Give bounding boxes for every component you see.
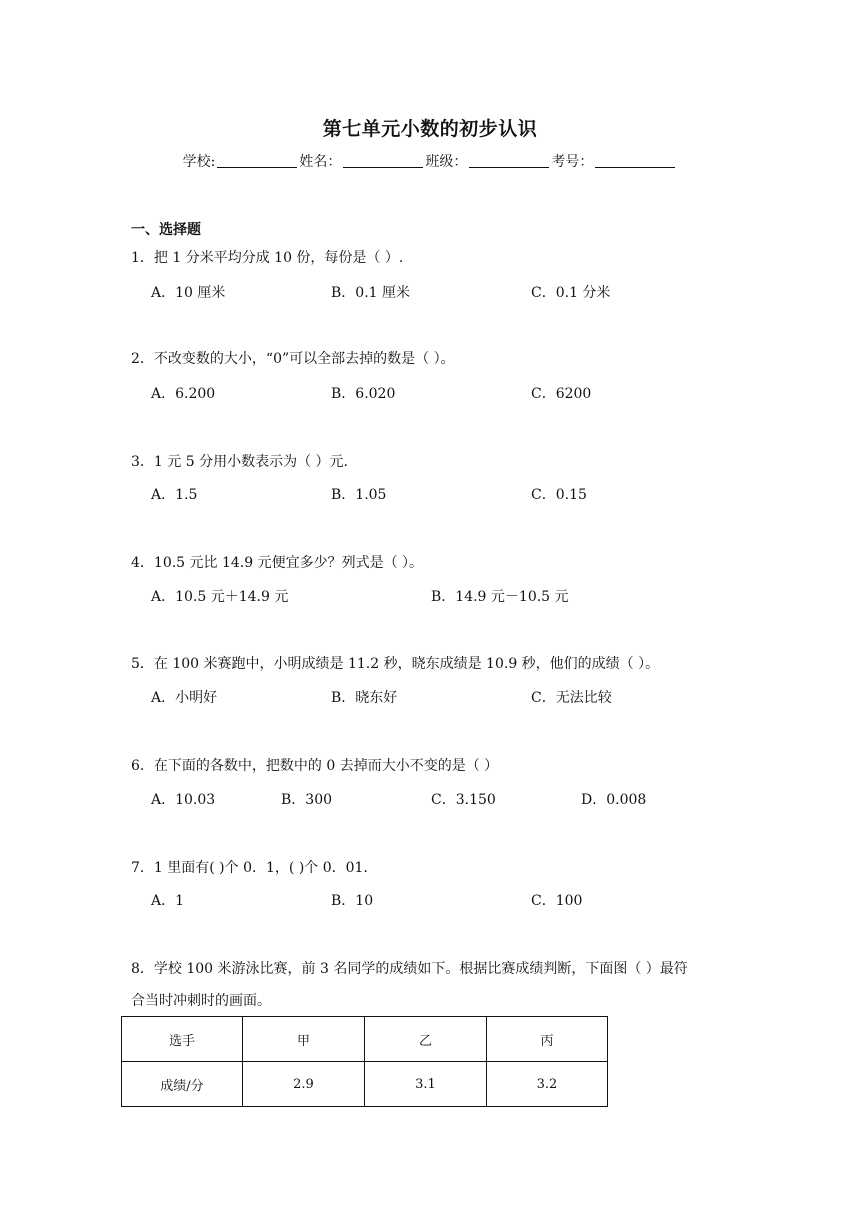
school-blank xyxy=(217,153,297,168)
q4-option-b: B．14.9 元－10.5 元 xyxy=(431,589,569,605)
q7-option-a: A．1 xyxy=(151,893,185,909)
exam-no-label: 考号： xyxy=(551,154,594,170)
page-title: 第七单元小数的初步认识 xyxy=(322,118,538,140)
q1-option-b: B．0.1 厘米 xyxy=(331,285,411,301)
name-blank xyxy=(343,153,423,168)
q3-option-c: C．0.15 xyxy=(531,487,587,503)
question-5: 5．在 100 米赛跑中，小明成绩是 11.2 秒，晓东成绩是 10.9 秒，他们的成绩（ ）。 xyxy=(131,656,660,672)
table-header-cell: 乙 xyxy=(365,1017,487,1062)
class-label: 班级： xyxy=(425,154,468,170)
student-info-line xyxy=(0,151,860,171)
q4-option-a: A．10.5 元＋14.9 元 xyxy=(151,589,289,605)
table-header-cell: 选手 xyxy=(122,1017,243,1062)
table-header-row xyxy=(122,1017,608,1062)
section-heading: 一、选择题 xyxy=(131,222,201,238)
table-header-cell: 丙 xyxy=(487,1017,608,1062)
question-3: 3．1 元 5 分用小数表示为（ ）元. xyxy=(131,454,348,470)
q6-option-b: B．300 xyxy=(281,792,333,808)
q5-option-b: B．晓东好 xyxy=(331,690,398,706)
q3-option-b: B．1.05 xyxy=(331,487,387,503)
name-label: 姓名： xyxy=(299,154,342,170)
table-cell: 3.2 xyxy=(487,1062,608,1107)
q6-option-c: C．3.150 xyxy=(431,792,496,808)
table-row xyxy=(122,1062,608,1107)
q2-option-c: C．6200 xyxy=(531,386,592,402)
q1-option-a: A．10 厘米 xyxy=(151,285,226,301)
question-8-continued: 合当时冲刺时的画面。 xyxy=(131,993,271,1009)
q7-option-b: B．10 xyxy=(331,893,374,909)
q6-option-a: A．10.03 xyxy=(151,792,216,808)
q3-option-a: A．1.5 xyxy=(151,487,198,503)
school-label: 学校: xyxy=(182,154,216,170)
q5-option-a: A．小明好 xyxy=(151,690,218,706)
q2-option-b: B．6.020 xyxy=(331,386,396,402)
table-header-cell: 甲 xyxy=(243,1017,365,1062)
q7-option-c: C．100 xyxy=(531,893,583,909)
q2-option-a: A．6.200 xyxy=(151,386,216,402)
table-cell: 成绩/分 xyxy=(122,1062,243,1107)
question-6: 6．在下面的各数中，把数中的 0 去掉而大小不变的是（ ） xyxy=(131,758,499,774)
question-7: 7．1 里面有( )个 0．1，( )个 0．01． xyxy=(131,860,378,876)
table-cell: 2.9 xyxy=(243,1062,365,1107)
question-4: 4．10.5 元比 14.9 元便宜多少？列式是（ ）。 xyxy=(131,555,424,571)
q1-option-c: C．0.1 分米 xyxy=(531,285,611,301)
table-cell: 3.1 xyxy=(365,1062,487,1107)
question-2: 2．不改变数的大小，“0”可以全部去掉的数是（ ）。 xyxy=(131,351,455,367)
scores-table xyxy=(121,1016,608,1107)
question-1: 1．把 1 分米平均分成 10 份，每份是（ ）. xyxy=(131,250,404,266)
q6-option-d: D．0.008 xyxy=(581,792,647,808)
exam-no-blank xyxy=(595,153,675,168)
q5-option-c: C．无法比较 xyxy=(531,690,612,706)
question-8: 8．学校 100 米游泳比赛，前 3 名同学的成绩如下。根据比赛成绩判断，下面图（ ）最符 xyxy=(131,961,688,977)
class-blank xyxy=(469,153,549,168)
